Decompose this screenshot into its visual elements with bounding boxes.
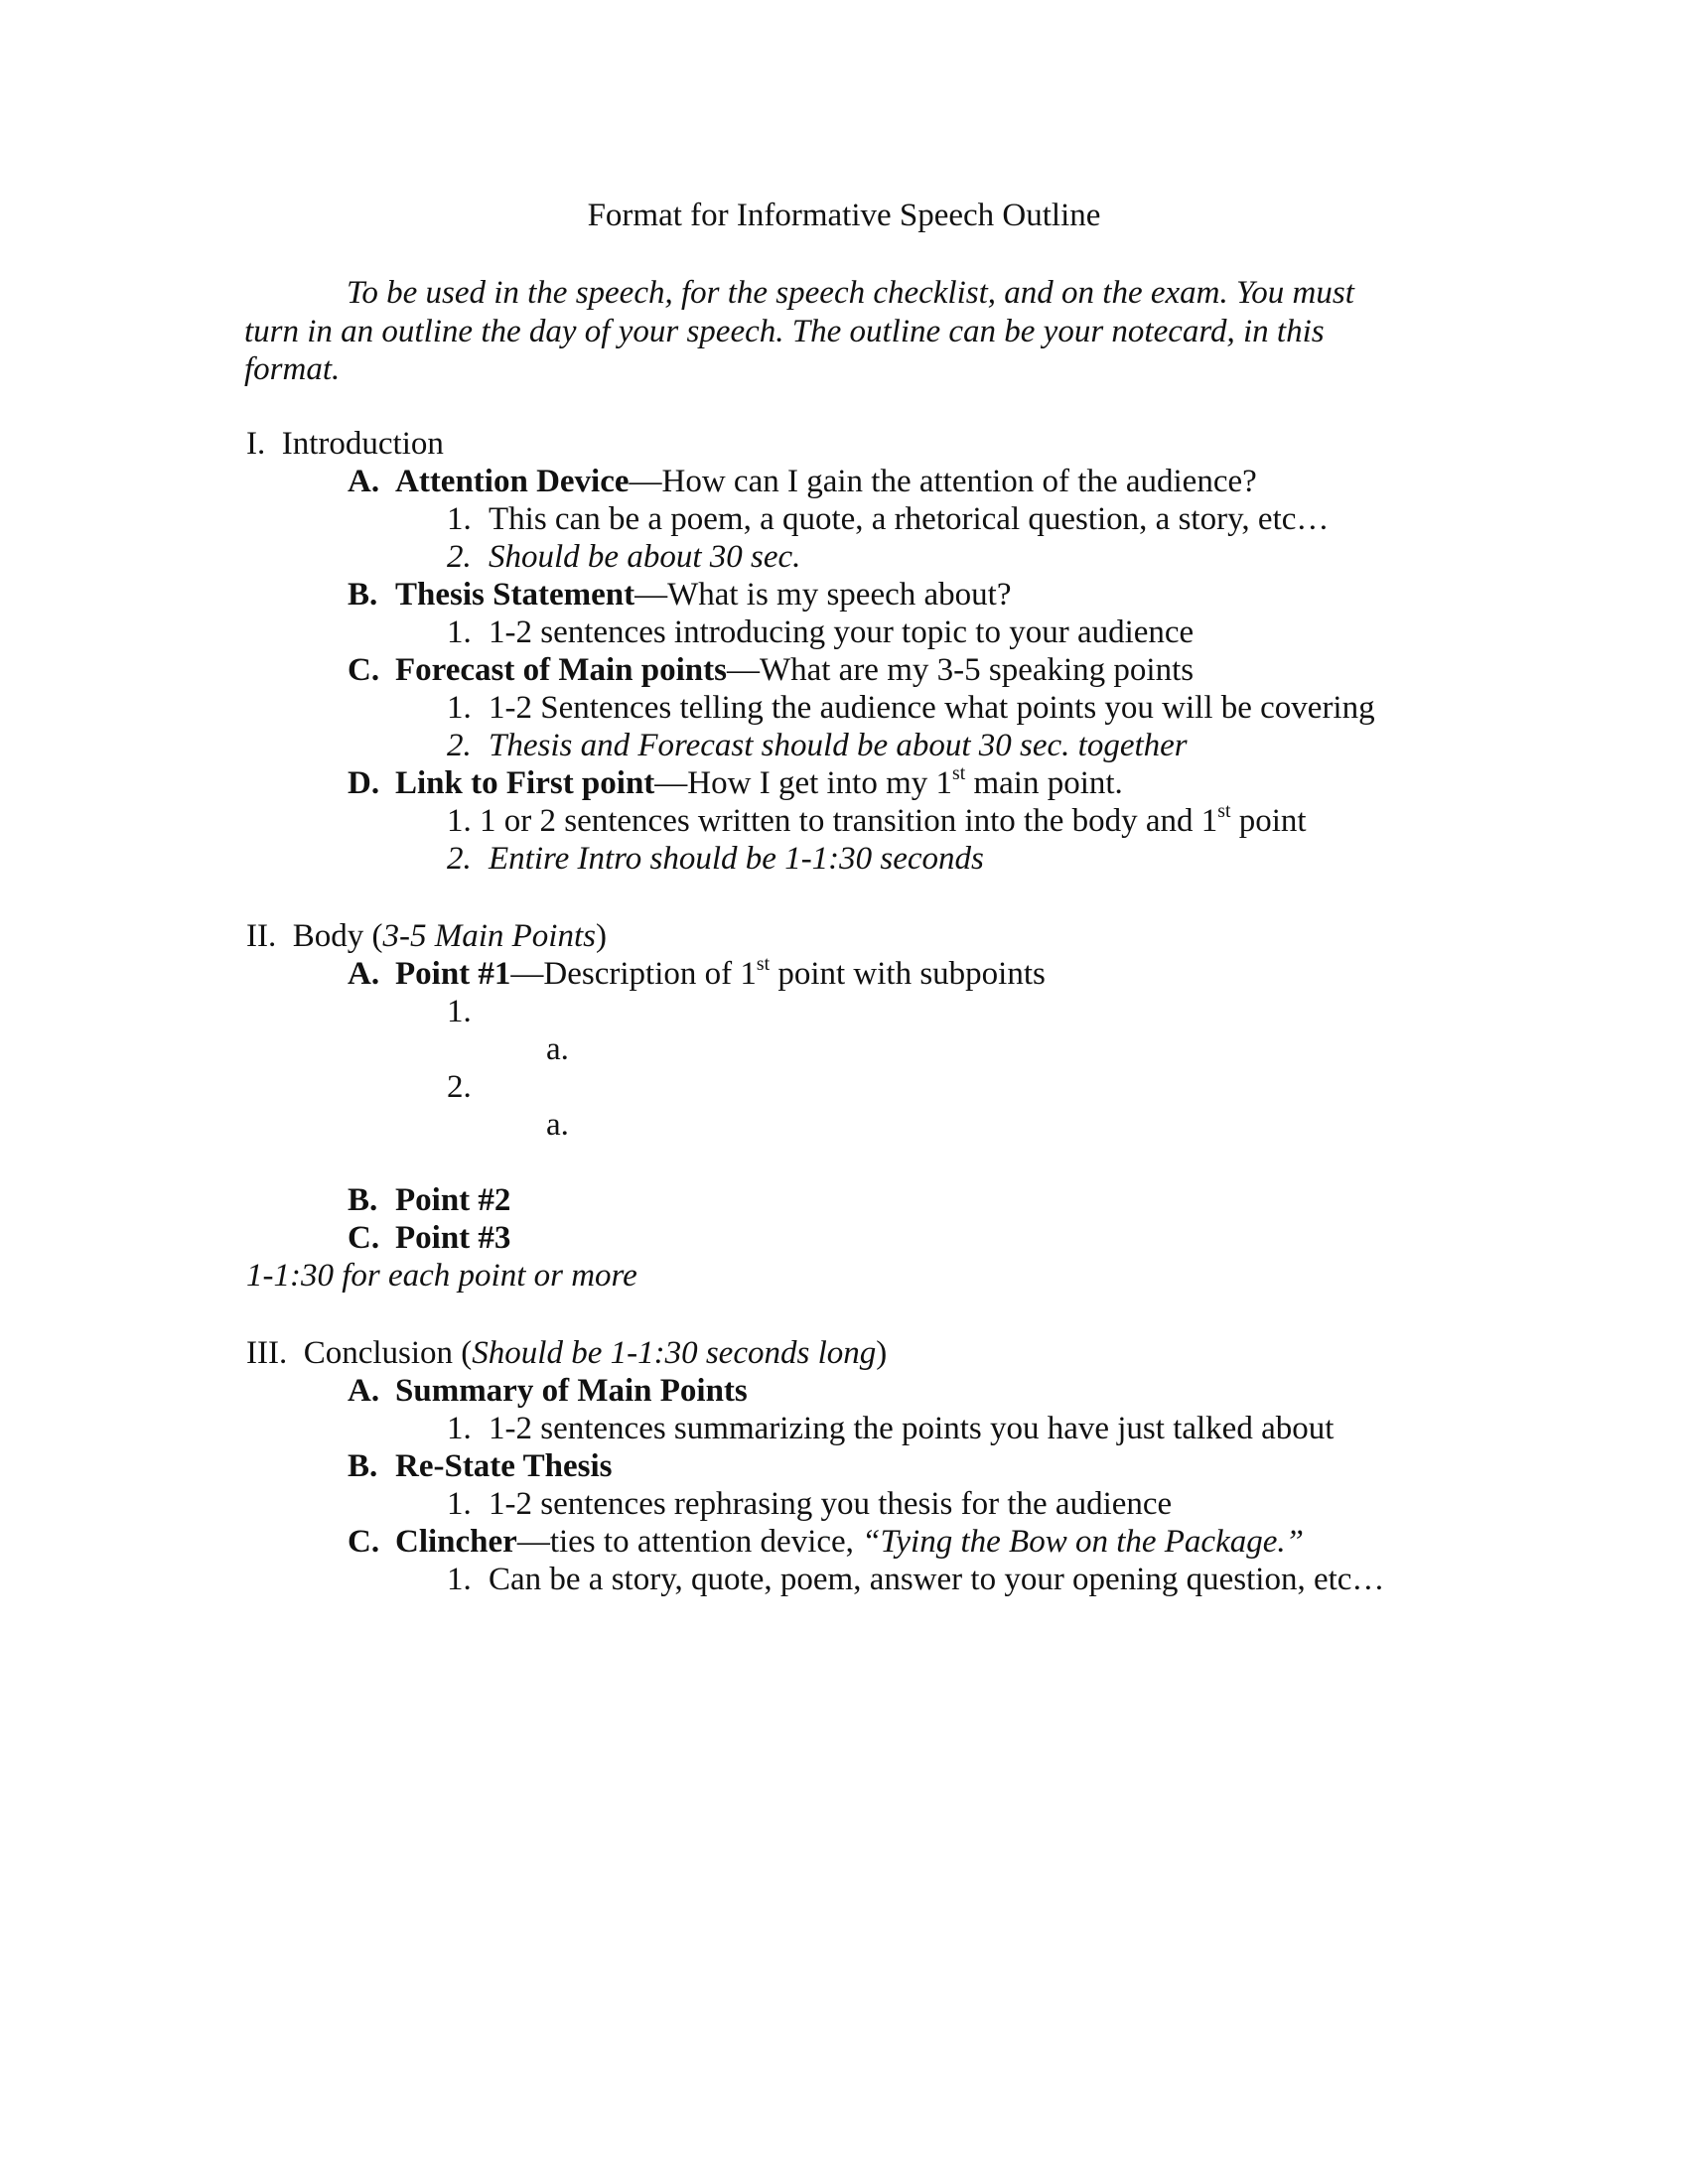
body-a-sub-2a: a.	[546, 1107, 569, 1143]
body-item-c	[348, 1219, 510, 1257]
item-desc-quote: “Tying the Bow on the Package.”	[862, 1524, 1304, 1560]
conclusion-item-b	[348, 1447, 612, 1485]
item-label: Forecast of Main points	[395, 652, 727, 688]
item-label: Point #1	[395, 956, 511, 992]
intro-c-sub-1	[447, 689, 1375, 727]
sub-number: 2.	[447, 841, 472, 877]
sub-number: 1.	[447, 614, 472, 650]
page-title: Format for Informative Speech Outline	[587, 198, 1101, 233]
section-title-close: )	[595, 918, 607, 954]
item-label: Point #3	[395, 1220, 511, 1256]
sub-text: 1 or 2 sentences written to transition into the body and 1	[480, 803, 1218, 839]
intro-d-sub-2	[447, 840, 984, 878]
item-letter: C.	[348, 652, 380, 688]
item-letter: A.	[348, 956, 380, 992]
ordinal-suffix: st	[952, 762, 966, 785]
intro-d-sub-1	[447, 802, 1307, 840]
section-title: Conclusion (	[303, 1335, 473, 1371]
item-letter: B.	[348, 1448, 378, 1484]
intro-b-sub-1	[447, 614, 1194, 651]
intro-a-sub-1	[447, 500, 1329, 538]
section-number: III.	[246, 1335, 288, 1371]
item-label: Summary of Main Points	[395, 1373, 748, 1409]
intro-item-d	[348, 764, 1123, 802]
section-number: II.	[246, 918, 277, 954]
body-a-sub-2: 2.	[447, 1069, 472, 1105]
body-a-sub-1: 1.	[447, 994, 472, 1029]
item-desc: —ties to attention device,	[516, 1524, 863, 1560]
intro-paragraph: To be used in the speech, for the speech checklist, and on the exam. You must turn in an outline the day of your speech. The outline can be your notecard, in this format.	[244, 275, 1354, 387]
section-title-close: )	[876, 1335, 888, 1371]
sub-number: 1.	[447, 803, 472, 839]
section-conclusion-heading	[246, 1334, 887, 1372]
sub-text: 1-2 sentences rephrasing you thesis for the audience	[489, 1486, 1173, 1522]
sub-text: Entire Intro should be 1-1:30 seconds	[489, 841, 984, 877]
intro-a-sub-2	[447, 538, 800, 576]
item-desc: —What is my speech about?	[634, 577, 1012, 613]
sub-number: 1.	[447, 690, 472, 726]
item-letter: B.	[348, 577, 378, 613]
item-letter: B.	[348, 1182, 378, 1218]
item-desc-end: point with subpoints	[770, 956, 1046, 992]
section-title: Introduction	[281, 426, 444, 462]
item-label: Link to First point	[395, 765, 655, 801]
intro-item-c	[348, 651, 1194, 689]
item-letter: A.	[348, 464, 380, 499]
item-label: Clincher	[395, 1524, 517, 1560]
intro-item-b	[348, 576, 1011, 614]
ordinal-suffix: st	[756, 953, 771, 976]
sub-text: 1-2 sentences summarizing the points you have just talked about	[489, 1411, 1335, 1446]
sub-text: Thesis and Forecast should be about 30 sec. together	[489, 728, 1188, 763]
section-number: I.	[246, 426, 266, 462]
item-letter: C.	[348, 1220, 380, 1256]
section-title-note: 3-5 Main Points	[382, 918, 596, 954]
item-letter: C.	[348, 1524, 380, 1560]
sub-text-end: point	[1230, 803, 1307, 839]
section-title: Body (	[292, 918, 383, 954]
item-letter: D.	[348, 765, 380, 801]
item-desc: —How I get into my 1	[654, 765, 953, 801]
conclusion-item-a	[348, 1372, 748, 1410]
item-label: Thesis Statement	[395, 577, 635, 613]
intro-c-sub-2	[447, 727, 1188, 764]
sub-number: 1.	[447, 1411, 472, 1446]
item-desc: —Description of 1	[510, 956, 757, 992]
sub-text: 1-2 Sentences telling the audience what points you will be covering	[489, 690, 1375, 726]
conclusion-a-sub-1	[447, 1410, 1334, 1447]
section-introduction-heading	[246, 425, 444, 463]
section-title-note: Should be 1-1:30 seconds long	[472, 1335, 877, 1371]
sub-text: Should be about 30 sec.	[489, 539, 801, 575]
sub-text: Can be a story, quote, poem, answer to your opening question, etc…	[489, 1562, 1385, 1597]
sub-number: 1.	[447, 1486, 472, 1522]
item-label: Point #2	[395, 1182, 511, 1218]
sub-number: 1.	[447, 1562, 472, 1597]
section-body-heading	[246, 917, 607, 955]
body-item-a	[348, 955, 1046, 993]
item-desc-end: main point.	[965, 765, 1123, 801]
sub-number: 1.	[447, 501, 472, 537]
sub-number: 2.	[447, 539, 472, 575]
item-letter: A.	[348, 1373, 380, 1409]
item-desc: —How can I gain the attention of the audience?	[629, 464, 1257, 499]
ordinal-suffix: st	[1217, 800, 1231, 823]
item-label: Re-State Thesis	[395, 1448, 613, 1484]
body-a-sub-1a: a.	[546, 1031, 569, 1067]
body-item-b	[348, 1181, 510, 1219]
sub-text: This can be a poem, a quote, a rhetorical question, a story, etc…	[489, 501, 1330, 537]
item-label: Attention Device	[395, 464, 630, 499]
conclusion-c-sub-1	[447, 1561, 1384, 1598]
item-desc: —What are my 3-5 speaking points	[726, 652, 1195, 688]
sub-number: 2.	[447, 728, 472, 763]
sub-text: 1-2 sentences introducing your topic to your audience	[489, 614, 1195, 650]
intro-item-a	[348, 463, 1257, 500]
body-timing-note: 1-1:30 for each point or more	[246, 1258, 637, 1294]
conclusion-b-sub-1	[447, 1485, 1172, 1523]
conclusion-item-c	[348, 1523, 1304, 1561]
